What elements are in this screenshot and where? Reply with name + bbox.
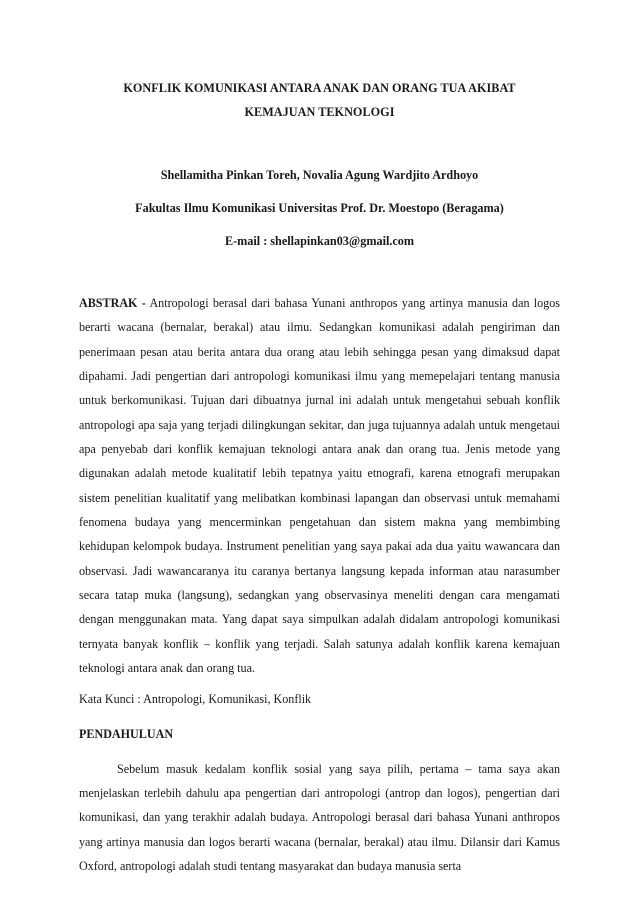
keywords-line: Kata Kunci : Antropologi, Komunikasi, Konflik (79, 691, 312, 706)
abstract-label: ABSTRAK - (79, 296, 146, 310)
abstract-paragraph (79, 291, 560, 681)
author-list: Shellamitha Pinkan Toreh, Novalia Agung Wardjito Ardhoyo (160, 168, 479, 182)
paper-title-line-2: KEMAJUAN TEKNOLOGI (244, 105, 395, 119)
author-affiliation: Fakultas Ilmu Komunikasi Universitas Prof. Dr. Moestopo (Beragama) (135, 201, 504, 215)
section-heading-introduction: PENDAHULUAN (79, 726, 174, 741)
author-email: E-mail : shellapinkan03@gmail.com (224, 234, 415, 248)
abstract-text: Antropologi berasal dari bahasa Yunani anthropos yang artinya manusia dan logos berarti wacana (bernalar, berakal) atau ilmu. Sedangkan komunikasi adalah pengiriman dan penerimaan pesan atau berita antara dua orang atau lebih sehingga pesan yang dimaksud dapat dipahami. Jadi pengertian dari antropologi komunikasi ilmu yang memepelajari tentang manusia untuk berkomunikasi. Tujuan dari dibuatnya jurnal ini adalah untuk mengetahui sebuah konflik antropologi apa saja yang terjadi dilingkungan sekitar, dan juga tujuannya adalah untuk mengetaui apa penyebab dari konflik kemajuan teknologi antara anak dan orang tua. Jenis metode yang digunakan adalah metode kualitatif lebih tepatnya yaitu etnografi, karena etnografi merupakan sistem penelitian kualitatif yang melibatkan kombinasi lapangan dan observasi untuk memahami fenomena budaya yang mencerminkan pengetahuan dan sistem makna yang membimbing kehidupan kelompok budaya. Instrument penelitian yang saya pakai ada dua yaitu wawancara dan observasi. Jadi wawancaranya itu caranya bertanya langsung kepada informan atau narasumber secara tatap muka (langsung), sedangkan yang observasinya meneliti dengan cara mengamati dengan menggunakan mata. Yang dapat saya simpulkan adalah didalam antropologi komunikasi ternyata banyak konflik – konflik yang terjadi. Salah satunya adalah konflik karena kemajuan teknologi antara anak dan orang tua. (79, 296, 561, 676)
introduction-paragraph: Sebelum masuk kedalam konflik sosial yang saya pilih, pertama – tama saya akan menjelaskan terlebih dahulu apa pengertian dari antropologi (antrop dan logos), pengertian dari komunikasi, dan yang terakhir adalah budaya. Antropologi berasal dari bahasa Yunani anthropos yang artinya manusia dan logos berarti wacana (bernalar, berakal) atau ilmu. Dilansir dari Kamus Oxford, antropologi adalah studi tentang masyarakat dan budaya manusia serta (79, 761, 560, 873)
paper-title-line-1: KONFLIK KOMUNIKASI ANTARA ANAK DAN ORANG TUA AKIBAT (123, 81, 516, 95)
paper-title (79, 76, 560, 124)
